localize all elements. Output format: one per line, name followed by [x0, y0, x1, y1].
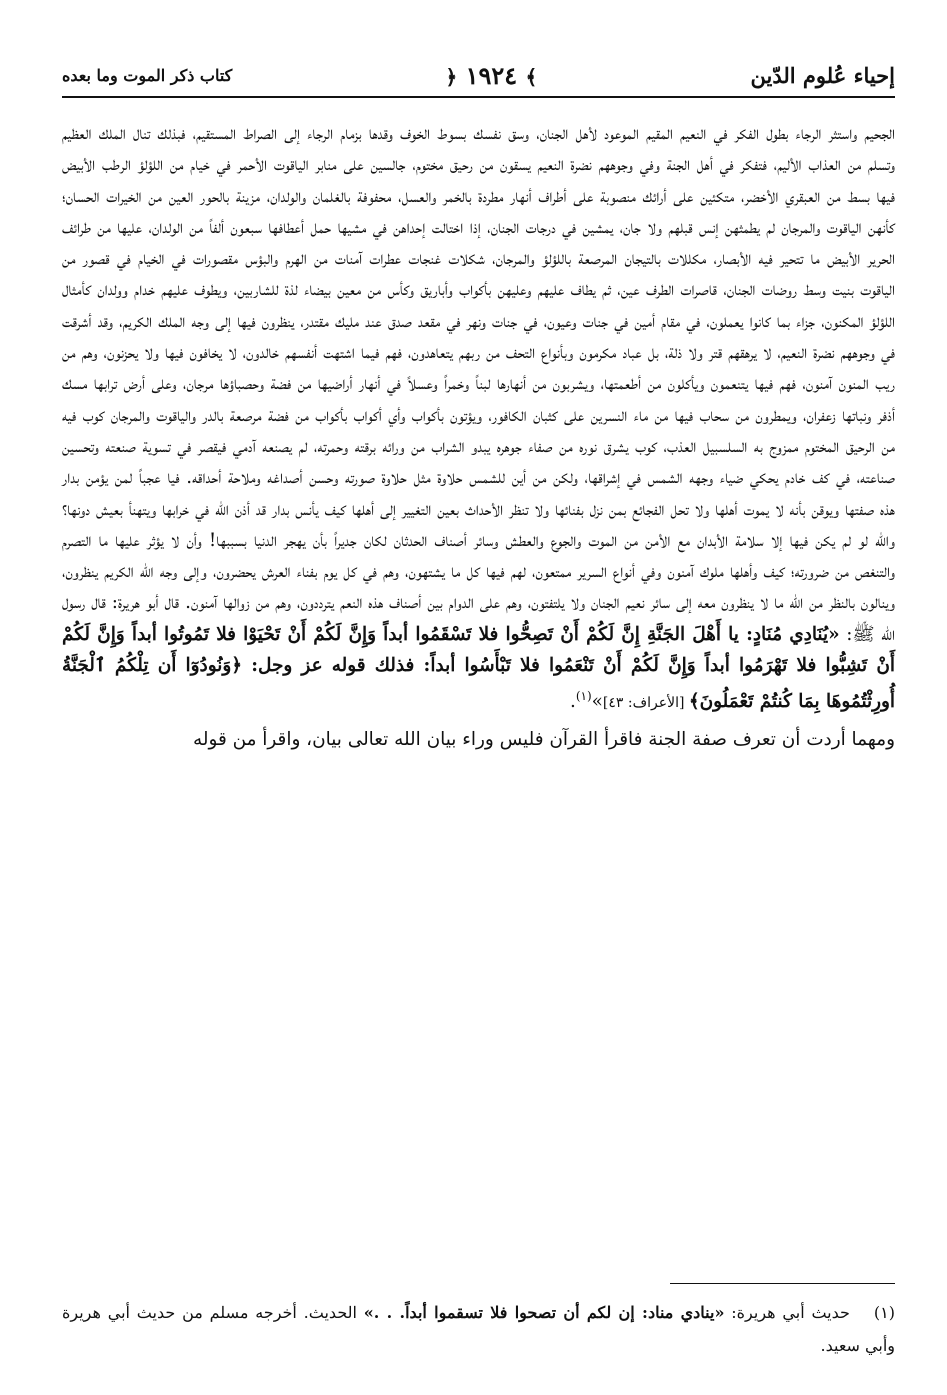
book-title: إحياء عُلوم الدّين — [750, 62, 895, 88]
paragraph-text: الجحيم واستثر الرجاء بطول الفكر في النعيم المقيم الموعود لأهل الجنان، وسق نفسك بسوط الخوف وقدها بزمام الرجاء إلى الصراط المستقيم، فبذلك تنال الملك العظيم وتسلم من العذاب الأليم، فتفكر في أهل الجنة وفي وجوههم نضرة النعيم يسقون من رحيق مختوم، جالسين على منابر الياقوت الأحمر في خيام من اللؤلؤ الرطب الأبيض فيها بسط من العبقري الأخضر، متكئين على أرائك منصوبة على أطراف أنهار مطردة بالخمر والعسل، محفوفة بالغلمان والولدان، مزينة بالحور العين من الخيرات الحسان؛ كأنهن الياقوت والمرجان لم يطمثهن إنس قبلهم ولا جان، يمشين في درجات الجنان، إذا اختالت إحداهن في مشيها حمل أعطافها سبعون ألفاً من الولدان، عليها من طرائف الحرير الأبيض ما تتحير فيه الأبصار، مكللات بالتيجان المرصعة باللؤلؤ والمرجان، شكلات غنجات عطرات آمنات من الهرم والبؤس مقصورات في الخيام في قصور من الياقوت بنيت وسط روضات الجنان، قاصرات الطرف عين، ثم يطاف عليهم وعليهن بأكواب وأباريق وكأس من معين بيضاء لذة للشاربين، ويطوف عليهم خدام وولدان كأمثال اللؤلؤ المكنون، جزاء بما كانوا يعملون، في مقام أمين في جنات وعيون، في جنات ونهر في مقعد صدق عند مليك مقتدر، ينظرون فيها إلى وجه الملك الكريم، وقد أشرقت في وجوههم نضرة النعيم، لا يرهقهم قتر ولا ذلة، بل عباد مكرمون وبأنواع التحف من ربهم يتعاهدون، فهم فيما اشتهت أنفسهم خالدون، لا يخافون فيها ولا يحزنون، وهم من ريب المنون آمنون، فهم فيها يتنعمون ويأكلون من أطعمتها، ويشربون من أنهارها لبناً وخمراً وعسلاً في أنهار أراضيها من فضة وحصباؤها مرجان، وعلى أرض ترابها مسك أذفر ونباتها زعفران، ويمطرون من سحاب فيها من ماء النسرين على كثبان الكافور، ويؤتون بأكواب وأي أكواب بأكواب من فضة مرصعة بالدر والياقوت والمرجان كوب فيه من الرحيق المختوم ممزوج به السلسبيل العذب، كوب يشرق نوره من صفاء جوهره يبدو الشراب من ورائه برقته وحمرته، لم يصنعه آدمي فيقصر في تسوية صنعته وتحسين صناعته، في كف خادم يحكي ضياء وجهه الشمس في إشراقها، ولكن من أين للشمس حلاوة مثل حلاوة صورته وحسن أصداغه وملاحة أحداقه. فيا عجباً لمن يؤمن بدار هذه صفتها ويوقن بأنه لا يموت أهلها ولا تحل الفجائع بمن نزل بفنائها ولا تنظر الأحداث بعين التغيير إلى أهلها كيف يأنس بدار قد أذن الله في خرابها ويتهنأ بعيش دونها؟ والله لو لم يكن فيها إلا سلامة الأبدان مع الأمن من الموت والجوع والعطش وسائر أصناف الحدثان لكان جديراً بأن يهجر الدنيا بسببها! وأن لا يؤثر عليها ما التصرم والتنغص من ضرورته؛ كيف وأهلها ملوك آمنون وفي أنواع السرير ممتعون، لهم فيها كل ما يشتهون، وهم في كل يوم بفناء العرش يحضرون، وإلى وجه الله الكريم ينظرون، وينالون بالنظر من الله ما لا ينظرون معه إلى سائر نعيم الجنان ولا يلتفتون، وهم على الدوام بين أصناف هذه النعم يترددون، وهم من زوالها آمنون. — [62, 123, 895, 614]
footnote-hadith: «ينادي مناد: إن لكم أن تصحوا فلا تسقموا أبداً. . .» — [363, 1303, 725, 1322]
paragraph-text: ومهما أردت أن تعرف صفة الجنة فاقرأ القرآن فليس وراء بيان الله تعالى بيان، واقرأ من قوله — [193, 728, 895, 750]
ornament-right-icon: ﴾ — [525, 64, 538, 89]
footnote-divider — [670, 1283, 895, 1284]
page-header — [62, 55, 895, 95]
hadith-intro: قال أبو هريرة: قال رسول الله ﷺ: — [62, 592, 896, 645]
footnote-number: (١) — [873, 1303, 896, 1322]
footnote-marker: (١) — [575, 689, 592, 704]
page-number: ١٩٢٤ — [465, 60, 518, 90]
main-text — [62, 118, 895, 755]
hadith-close: » — [591, 691, 603, 713]
page-number-block — [446, 61, 538, 90]
footnote — [62, 1296, 895, 1362]
footnote-intro: حديث أبي هريرة: — [724, 1303, 850, 1322]
ornament-left-icon: ﴿ — [445, 64, 458, 89]
footnote-rest: الحديث. أخرجه مسلم من حديث أبي هريرة وأبي سعيد. — [62, 1303, 895, 1355]
quran-verse: ﴿وَنُودُوٓا أَن تِلْكُمُ ٱلْجَنَّةُ أُورِثْتُمُوهَا بِمَا كُنتُمْ تَعْمَلُونَ﴾ — [62, 655, 895, 713]
section-title: كتاب ذكر الموت وما بعده — [62, 65, 233, 85]
quran-reference: [الأعراف: ٤٣] — [602, 695, 689, 712]
paragraph — [62, 724, 895, 755]
paragraph: الجحيم واستثر الرجاء بطول الفكر في النعيم المقيم الموعود لأهل الجنان، وسق نفسك بسوط الخوف وقدها بزمام الرجاء إلى الصراط المستقيم، فبذلك تنال الملك العظيم وتسلم من العذاب الأليم، فتفكر في أهل الجنة وفي وجوههم نضرة النعيم يسقون من رحيق مختوم، جالسين على منابر الياقوت الأحمر في خيام من اللؤلؤ الرطب الأبيض فيها بسط من العبقري الأخضر، متكئين على أرائك منصوبة على أطراف أنهار مطردة بالخمر والعسل، محفوفة بالغلمان والولدان، مزينة بالحور العين من الخيرات الحسان؛ كأنهن الياقوت والمرجان لم يطمثهن إنس قبلهم ولا جان، يمشين في درجات الجنان، إذا اختالت إحداهن في مشيها حمل أعطافها سبعون ألفاً من الولدان، عليها من طرائف الحرير الأبيض ما تتحير فيه الأبصار، مكللات بالتيجان المرصعة باللؤلؤ والمرجان، شكلات غنجات عطرات آمنات من الهرم والبؤس مقصورات في الخيام في قصور من الياقوت بنيت وسط روضات الجنان، قاصرات الطرف عين، ثم يطاف عليهم وعليهن بأكواب وأباريق وكأس من معين بيضاء لذة للشاربين، ويطوف عليهم خدام وولدان كأمثال اللؤلؤ المكنون، جزاء بما كانوا يعملون، في مقام أمين في جنات وعيون، في جنات ونهر في مقعد صدق عند مليك مقتدر، ينظرون فيها إلى وجه الملك الكريم، وقد أشرقت في وجوههم نضرة النعيم، لا يرهقهم قتر ولا ذلة، بل عباد مكرمون وبأنواع التحف من ربهم يتعاهدون، فهم فيما اشتهت أنفسهم خالدون، لا يخافون فيها ولا يحزنون، وهم من ريب المنون آمنون، فهم فيها يتنعمون ويأكلون من أطعمتها، ويشربون من أنهارها لبناً وخمراً وعسلاً في أنهار أراضيها من فضة وحصباؤها مرجان، وعلى أرض ترابها مسك أذفر ونباتها زعفران، ويمطرون من سحاب فيها من ماء النسرين على كثبان الكافور، ويؤتون بأكواب وأي أكواب بأكواب من فضة مرصعة بالدر والياقوت والمرجان كوب فيه من الرحيق المختوم ممزوج به السلسبيل العذب، كوب يشرق نوره من صفاء جوهره يبدو الشراب من ورائه برقته وحمرته، لم يصنعه آدمي فيقصر في تسوية صنعته وتحسين صناعته، في كف خادم يحكي ضياء وجهه الشمس في إشراقها، ولكن من أين للشمس حلاوة مثل حلاوة صورته وحسن أصداغه وملاحة أحداقه. فيا عجباً لمن يؤمن بدار هذه صفتها ويوقن بأنه لا يموت أهلها ولا تحل الفجائع بمن نزل بفنائها ولا تنظر الأحداث بعين التغيير إلى أهلها كيف يأنس بدار قد أذن الله في خرابها ويتهنأ بعيش دونها؟ والله لو لم يكن فيها إلا سلامة الأبدان مع الأمن من الموت والجوع والعطش وسائر أصناف الحدثان لكان جديراً بأن يهجر الدنيا بسببها! وأن لا يؤثر عليها ما التصرم والتنغص من ضرورته؛ كيف وأهلها ملوك آمنون وفي أنواع السرير ممتعون، لهم فيها كل ما يشتهون، وهم في كل يوم بفناء العرش يحضرون، وإلى وجه الله الكريم ينظرون، وينالون بالنظر من الله ما لا ينظرون معه إلى سائر نعيم الجنان ولا يلتفتون، وهم على الدوام بين أصناف هذه النعم يترددون، وهم من زوالها آمنون. قال أبو هريرة: قال رسول الله ﷺ: «يُنَادِي مُنَادٍ: يا أَهْلَ الجَنَّةِ إِنَّ لَكُمْ أَنْ تَصِحُّوا فلا تَسْقَمُوا أبداً وَإِنَّ لَكُمْ أَنْ تَحْيَوْا فلا تَمُوتُوا أبداً وَإِنَّ لَكُمْ أَنْ تَشِبُّوا فلا تَهْرَمُوا أبداً وَإِنَّ لَكُمْ أَنْ تَنْعَمُوا فلا تَبْأَسُوا أبداً: فذلك قوله عز وجل: ﴿وَنُودُوٓا أَن تِلْكُمُ ٱلْجَنَّةُ أُورِثْتُمُوهَا بِمَا كُنتُمْ تَعْمَلُونَ﴾ [الأعراف: ٤٣]»$^{(١)}$. — [62, 123, 896, 713]
header-divider — [62, 96, 895, 98]
hadith-text: «يُنَادِي مُنَادٍ: يا أَهْلَ الجَنَّةِ إِنَّ لَكُمْ أَنْ تَصِحُّوا فلا تَسْقَمُوا أبداً وَإِنَّ لَكُمْ أَنْ تَحْيَوْا فلا تَمُوتُوا أبداً وَإِنَّ لَكُمْ أَنْ تَشِبُّوا فلا تَهْرَمُوا أبداً وَإِنَّ لَكُمْ أَنْ تَنْعَمُوا فلا تَبْأَسُوا أبداً: فذلك قوله عز وجل: — [62, 623, 895, 677]
